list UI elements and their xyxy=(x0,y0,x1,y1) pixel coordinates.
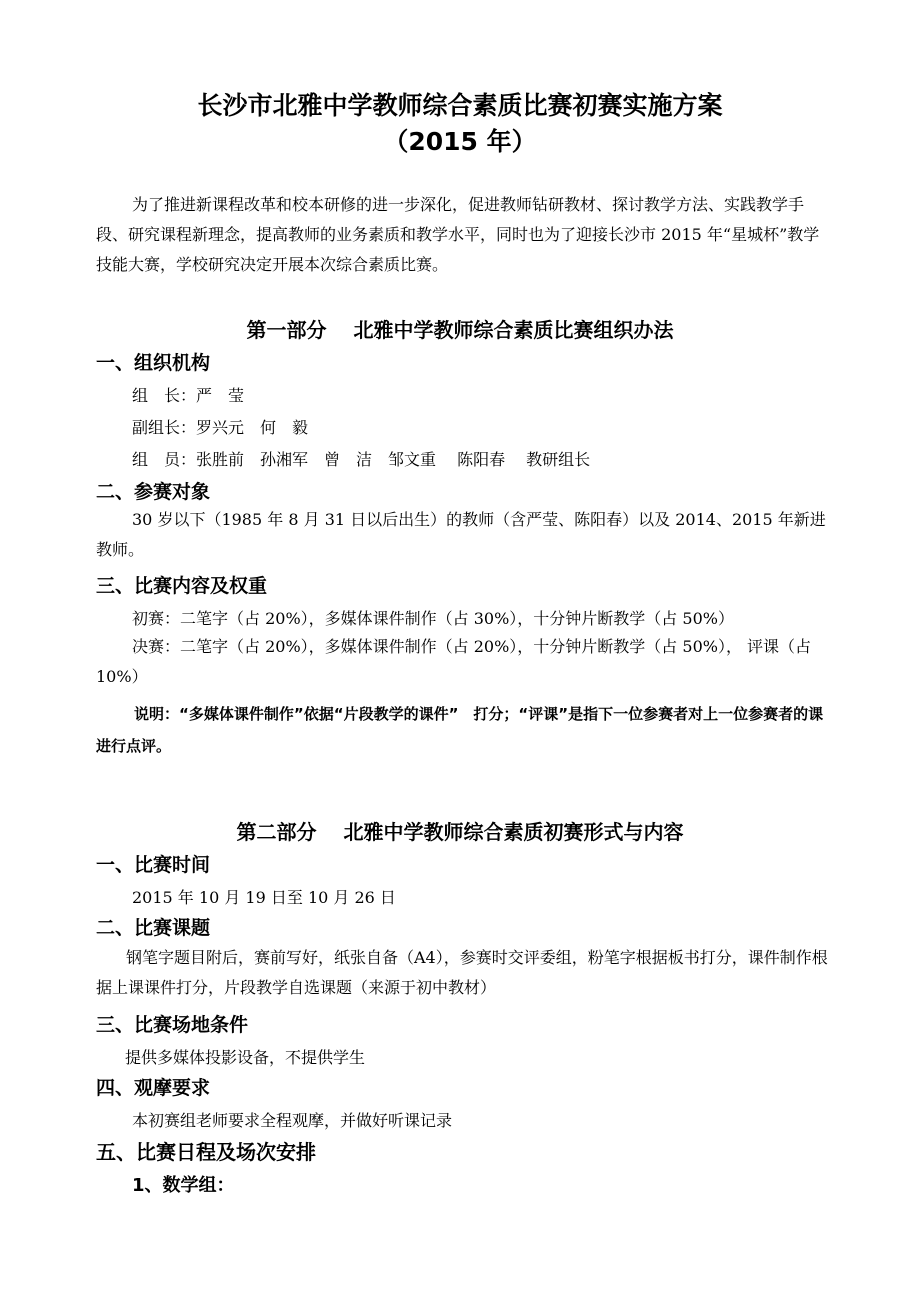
part1-sec2-heading: 二、参赛对象 xyxy=(96,481,211,503)
prelim-weights: 初赛：二笔字（占 20%），多媒体课件制作（占 30%），十分钟片断教学（占 50%） xyxy=(132,609,734,628)
contest-topics-text: 钢笔字题目附后，赛前写好，纸张自备（A4），参赛时交评委组，粉笔字根据板书打分，课件制作根据上课课件打分，片段教学自选课题（来源于初中教材） xyxy=(96,948,828,997)
part2-sec2-heading: 二、比赛课题 xyxy=(96,917,211,939)
part2-sec5-heading: 五、比赛日程及场次安排 xyxy=(96,1140,316,1164)
weights-note: 说明：“多媒体课件制作”依据“片段教学的课件” 打分；“评课”是指下一位参赛者对上一位参赛者的课进行点评。 xyxy=(96,705,824,755)
venue-text: 提供多媒体投影设备，不提供学生 xyxy=(125,1048,366,1067)
part2-sec4-heading: 四、观摩要求 xyxy=(96,1077,211,1099)
leader-line: 组 长：严 莹 xyxy=(132,386,245,405)
part1-sec1-heading: 一、组织机构 xyxy=(96,352,211,374)
contest-time-text: 2015 年 10 月 19 日至 10 月 26 日 xyxy=(132,888,396,907)
document-title: 长沙市北雅中学教师综合素质比赛初赛实施方案 xyxy=(197,91,723,120)
part2-sec3-heading: 三、比赛场地条件 xyxy=(96,1014,249,1036)
part2-heading: 第二部分 北雅中学教师综合素质初赛形式与内容 xyxy=(236,820,684,844)
part2-sec1-heading: 一、比赛时间 xyxy=(96,854,211,876)
final-weights: 决赛：二笔字（占 20%），多媒体课件制作（占 20%），十分钟片断教学（占 50%）， 评课（占 10%） xyxy=(96,637,812,686)
intro-paragraph: 为了推进新课程改革和校本研修的进一步深化，促进教师钻研教材、探讨教学方法、实践教学手段、研究课程新理念，提高教师的业务素质和教学水平，同时也为了迎接长沙市 2015 年“星城杯”教学技能大赛，学校研究决定开展本次综合素质比赛。 xyxy=(96,195,820,274)
members-line: 组 员：张胜前 孙湘军 曾 洁 邹文重 陈阳春 教研组长 xyxy=(132,450,591,469)
document-subtitle-year: （2015 年） xyxy=(383,127,537,156)
part1-heading: 第一部分 北雅中学教师综合素质比赛组织办法 xyxy=(246,318,674,342)
observation-text: 本初赛组老师要求全程观摩，并做好听课记录 xyxy=(132,1111,453,1130)
math-group-subheading: 1、数学组： xyxy=(132,1175,235,1196)
vice-leader-line: 副组长：罗兴元 何 毅 xyxy=(132,418,309,437)
participants-text: 30 岁以下（1985 年 8 月 31 日以后出生）的教师（含严莹、陈阳春）以及 2014、2015 年新进教师。 xyxy=(96,510,826,559)
part1-sec3-heading: 三、比赛内容及权重 xyxy=(96,575,268,597)
